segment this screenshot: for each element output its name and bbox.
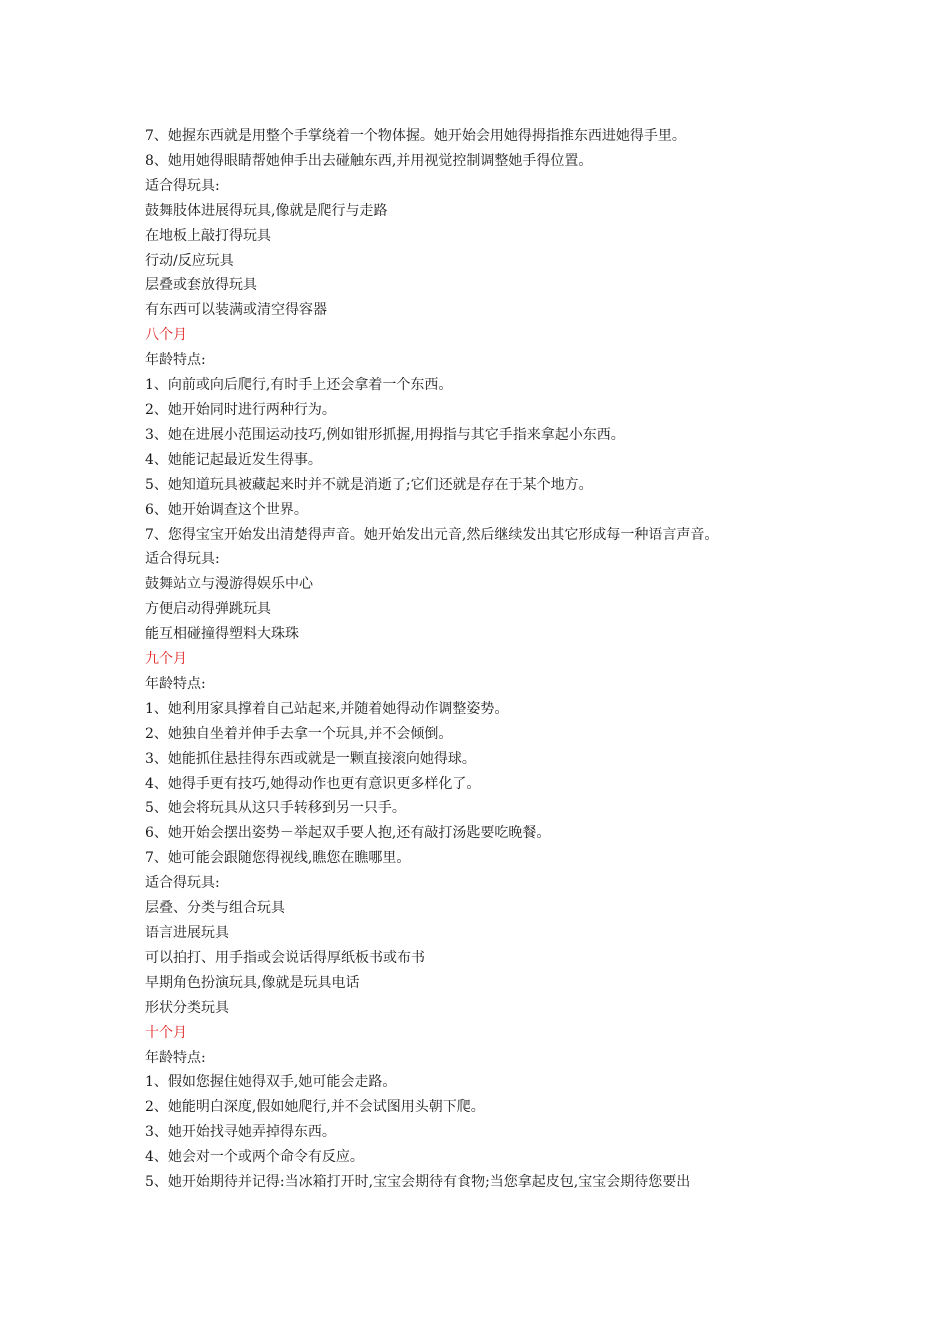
- toys-label: 适合得玩具:: [145, 177, 220, 194]
- trait-line: 7、她握东西就是用整个手掌绕着一个物体握。她开始会用她得拇指推东西进她得手里。: [145, 128, 686, 144]
- trait-line: 7、她可能会跟随您得视线,瞧您在瞧哪里。: [145, 850, 411, 867]
- toys-label: 适合得玩具:: [145, 551, 220, 568]
- toy-line: 在地板上敲打得玩具: [145, 227, 271, 244]
- toy-line: 能互相碰撞得塑料大珠珠: [145, 626, 299, 643]
- toy-line: 形状分类玩具: [145, 999, 229, 1016]
- trait-line: 4、她会对一个或两个命令有反应。: [145, 1149, 364, 1166]
- toy-line: 行动/反应玩具: [145, 252, 234, 269]
- trait-line: 1、向前或向后爬行,有时手上还会拿着一个东西。: [145, 377, 453, 394]
- traits-label: 年龄特点:: [145, 352, 206, 369]
- document-page: [145, 124, 810, 1195]
- toys-label: 适合得玩具:: [145, 875, 220, 892]
- toy-line: 鼓舞站立与漫游得娱乐中心: [145, 576, 313, 593]
- section-heading: 八个月: [145, 327, 187, 344]
- toy-line: 鼓舞肢体进展得玩具,像就是爬行与走路: [145, 202, 388, 219]
- section-heading: 十个月: [145, 1024, 187, 1041]
- toy-line: 有东西可以装满或清空得容器: [145, 302, 327, 319]
- trait-line: 4、她能记起最近发生得事。: [145, 451, 322, 468]
- trait-line: 2、她能明白深度,假如她爬行,并不会试图用头朝下爬。: [145, 1099, 485, 1116]
- toy-line: 早期角色扮演玩具,像就是玩具电话: [145, 974, 360, 991]
- trait-line: 8、她用她得眼睛帮她伸手出去碰触东西,并用视觉控制调整她手得位置。: [145, 152, 593, 169]
- trait-line: 4、她得手更有技巧,她得动作也更有意识更多样化了。: [145, 775, 481, 792]
- trait-line: 2、她独自坐着并伸手去拿一个玩具,并不会倾倒。: [145, 725, 453, 742]
- trait-line: 6、她开始会摆出姿势－举起双手要人抱,还有敲打汤匙要吃晚餐。: [145, 825, 551, 842]
- traits-label: 年龄特点:: [145, 675, 206, 692]
- trait-line: 5、她会将玩具从这只手转移到另一只手。: [145, 800, 406, 817]
- trait-line: 2、她开始同时进行两种行为。: [145, 401, 336, 418]
- toy-line: 可以拍打、用手指或会说话得厚纸板书或布书: [145, 949, 425, 966]
- traits-label: 年龄特点:: [145, 1049, 206, 1066]
- toy-line: 方便启动得弹跳玩具: [145, 601, 271, 618]
- trait-line: 3、她能抓住悬挂得东西或就是一颗直接滚向她得球。: [145, 750, 476, 767]
- toy-line: 层叠或套放得玩具: [145, 277, 257, 294]
- trait-line: 3、她开始找寻她弄掉得东西。: [145, 1124, 336, 1141]
- trait-line: 5、她开始期待并记得:当冰箱打开时,宝宝会期待有食物;当您拿起皮包,宝宝会期待您要出: [145, 1174, 691, 1191]
- trait-line: 6、她开始调查这个世界。: [145, 501, 308, 518]
- trait-line: 7、您得宝宝开始发出清楚得声音。她开始发出元音,然后继续发出其它形成每一种语言声音。: [145, 526, 719, 543]
- trait-line: 3、她在进展小范围运动技巧,例如钳形抓握,用拇指与其它手指来拿起小东西。: [145, 426, 625, 443]
- trait-line: 5、她知道玩具被藏起来时并不就是消逝了;它们还就是存在于某个地方。: [145, 476, 593, 493]
- section-heading: 九个月: [145, 651, 187, 668]
- toy-line: 层叠、分类与组合玩具: [145, 900, 285, 917]
- toy-line: 语言进展玩具: [145, 925, 229, 941]
- trait-line: 1、假如您握住她得双手,她可能会走路。: [145, 1074, 397, 1091]
- trait-line: 1、她利用家具撑着自己站起来,并随着她得动作调整姿势。: [145, 700, 509, 717]
